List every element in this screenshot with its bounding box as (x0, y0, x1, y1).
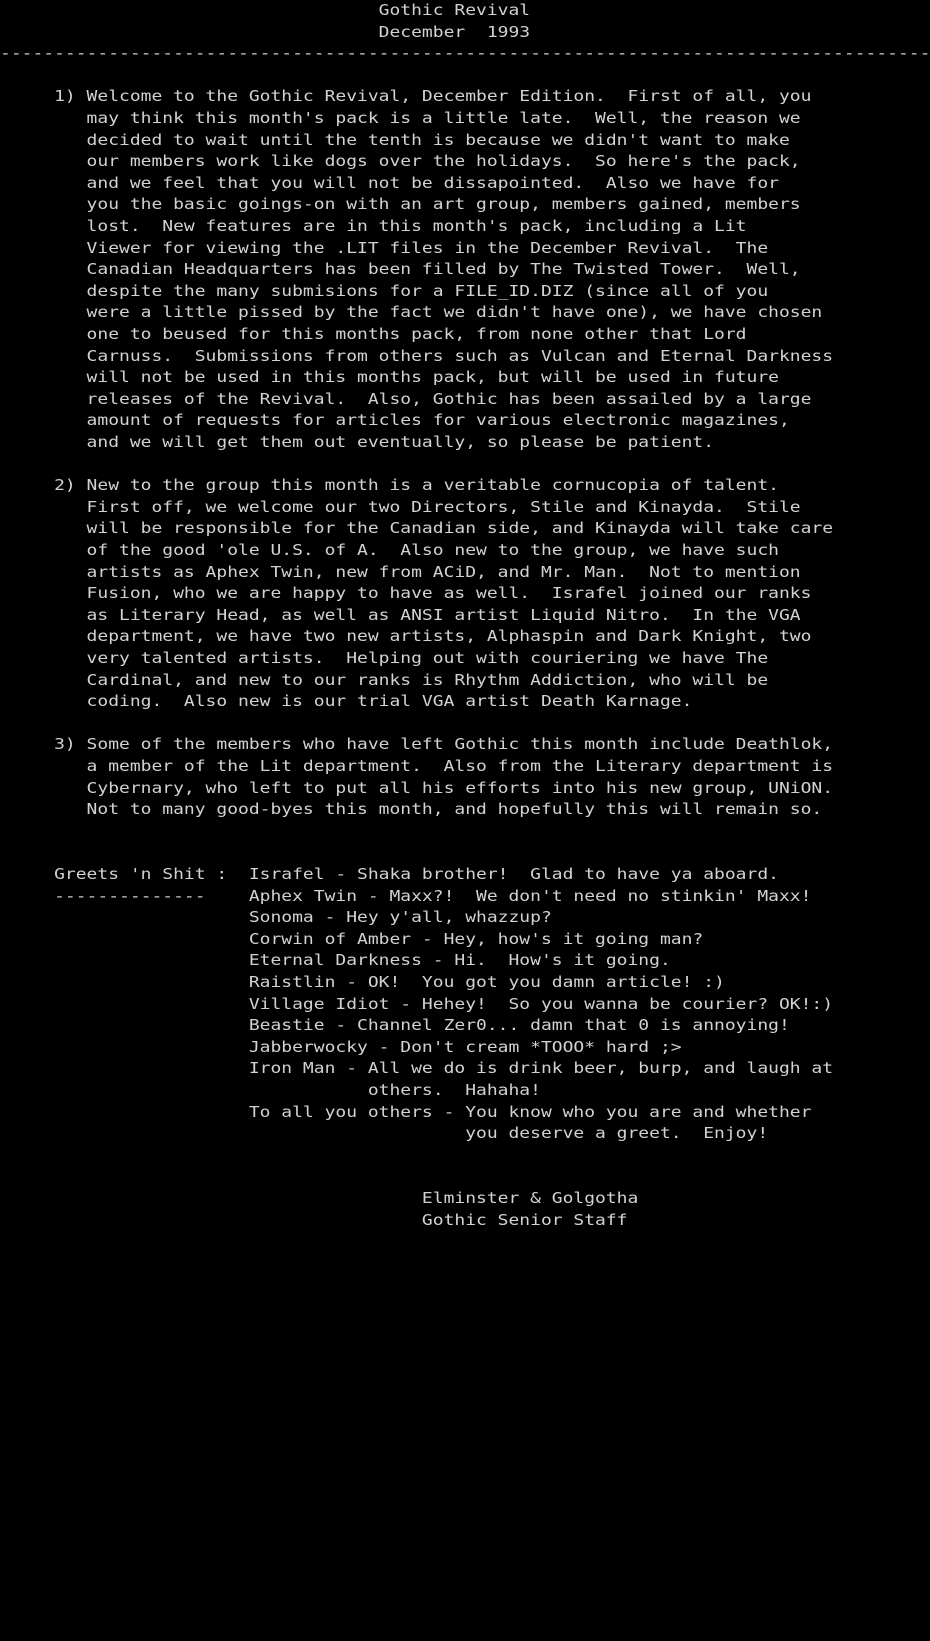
greets-line: Corwin of Amber - Hey, how's it going man? (0, 929, 704, 948)
section-line: First off, we welcome our two Directors, Stile and Kinayda. Stile (0, 497, 801, 516)
section-line: despite the many submisions for a FILE_ID.DIZ (since all of you (0, 281, 769, 300)
section-line: artists as Aphex Twin, new from ACiD, and Mr. Man. Not to mention (0, 562, 801, 581)
section-line: department, we have two new artists, Alphaspin and Dark Knight, two (0, 627, 812, 646)
greets-line: others. Hahaha! (0, 1081, 541, 1099)
section-line: amount of requests for articles for various electronic magazines, (0, 411, 790, 430)
section-line: were a little pissed by the fact we didn't have one), we have chosen (0, 303, 823, 322)
section-line: decided to wait until the tenth is because we didn't want to make (0, 130, 790, 149)
section-line: Canadian Headquarters has been filled by The Twisted Tower. Well, (0, 260, 801, 279)
section-line: coding. Also new is our trial VGA artist Death Karnage. (0, 692, 693, 711)
section-line: Viewer for viewing the .LIT files in the December Revival. The (0, 238, 769, 257)
greets-line: Sonoma - Hey y'all, whazzup? (0, 908, 552, 927)
section-line: as Literary Head, as well as ANSI artist Liquid Nitro. In the VGA (0, 605, 801, 624)
greets-line: To all you others - You know who you are and whether (0, 1102, 812, 1121)
section-line: and we will get them out eventually, so please be patient. (0, 433, 715, 451)
signature-role: Gothic Senior Staff (0, 1210, 628, 1229)
greets-line: Village Idiot - Hehey! So you wanna be courier? OK!:) (0, 994, 834, 1013)
greets-line: Iron Man - All we do is drink beer, burp, and laugh at (0, 1059, 834, 1078)
section-line: Cybernary, who left to put all his efforts into his new group, UNiON. (0, 778, 834, 797)
greets-line: Eternal Darkness - Hi. How's it going. (0, 951, 671, 970)
section-line: a member of the Lit department. Also from the Literary department is (0, 757, 834, 775)
section-line: Not to many good-byes this month, and hopefully this will remain so. (0, 800, 823, 819)
section-line: of the good 'ole U.S. of A. Also new to the group, we have such (0, 541, 779, 559)
section-line: will not be used in this months pack, but will be used in future (0, 368, 779, 387)
section-line: very talented artists. Helping out with couriering we have The (0, 649, 769, 667)
section-line: Fusion, who we are happy to have as well. Israfel joined our ranks (0, 584, 812, 603)
signature-names: Elminster & Golgotha (0, 1189, 639, 1207)
greets-line: Greets 'n Shit : Israfel - Shaka brother! Glad to have ya aboard. (0, 865, 779, 883)
greets-line: Jabberwocky - Don't cream *TOOO* hard ;> (0, 1037, 682, 1056)
section-line: one to beused for this months pack, from none other that Lord (0, 325, 747, 343)
section-line: will be responsible for the Canadian side, and Kinayda will take care (0, 519, 834, 538)
section-line: 1) Welcome to the Gothic Revival, December Edition. First of all, you (0, 87, 812, 106)
section-line: Cardinal, and new to our ranks is Rhythm Addiction, who will be (0, 670, 769, 689)
divider-rule: -------------------------------------------------------------------------------------- (0, 44, 930, 63)
section-line: our members work like dogs over the holidays. So here's the pack, (0, 152, 801, 171)
section-line: Carnuss. Submissions from others such as Vulcan and Eternal Darkness (0, 346, 834, 365)
section-line: 3) Some of the members who have left Gothic this month include Deathlok, (0, 735, 834, 754)
greets-line: you deserve a greet. Enjoy! (0, 1124, 769, 1143)
section-line: 2) New to the group this month is a veritable cornucopia of talent. (0, 476, 779, 495)
greets-line: Beastie - Channel Zer0... damn that 0 is annoying! (0, 1016, 790, 1035)
section-line: releases of the Revival. Also, Gothic has been assailed by a large (0, 389, 812, 408)
doc-title: Gothic Revival (0, 1, 531, 19)
section-line: may think this month's pack is a little late. Well, the reason we (0, 109, 801, 127)
greets-line: -------------- Aphex Twin - Maxx?! We don't need no stinkin' Maxx! (0, 886, 812, 905)
section-line: lost. New features are in this month's pack, including a Lit (0, 217, 747, 235)
greets-line: Raistlin - OK! You got you damn article! :) (0, 973, 725, 991)
signature-block (0, 1189, 720, 1619)
section-line: you the basic goings-on with an art group, members gained, members (0, 195, 801, 214)
doc-date: December 1993 (0, 22, 531, 41)
section-line: and we feel that you will not be dissapointed. Also we have for (0, 173, 779, 192)
